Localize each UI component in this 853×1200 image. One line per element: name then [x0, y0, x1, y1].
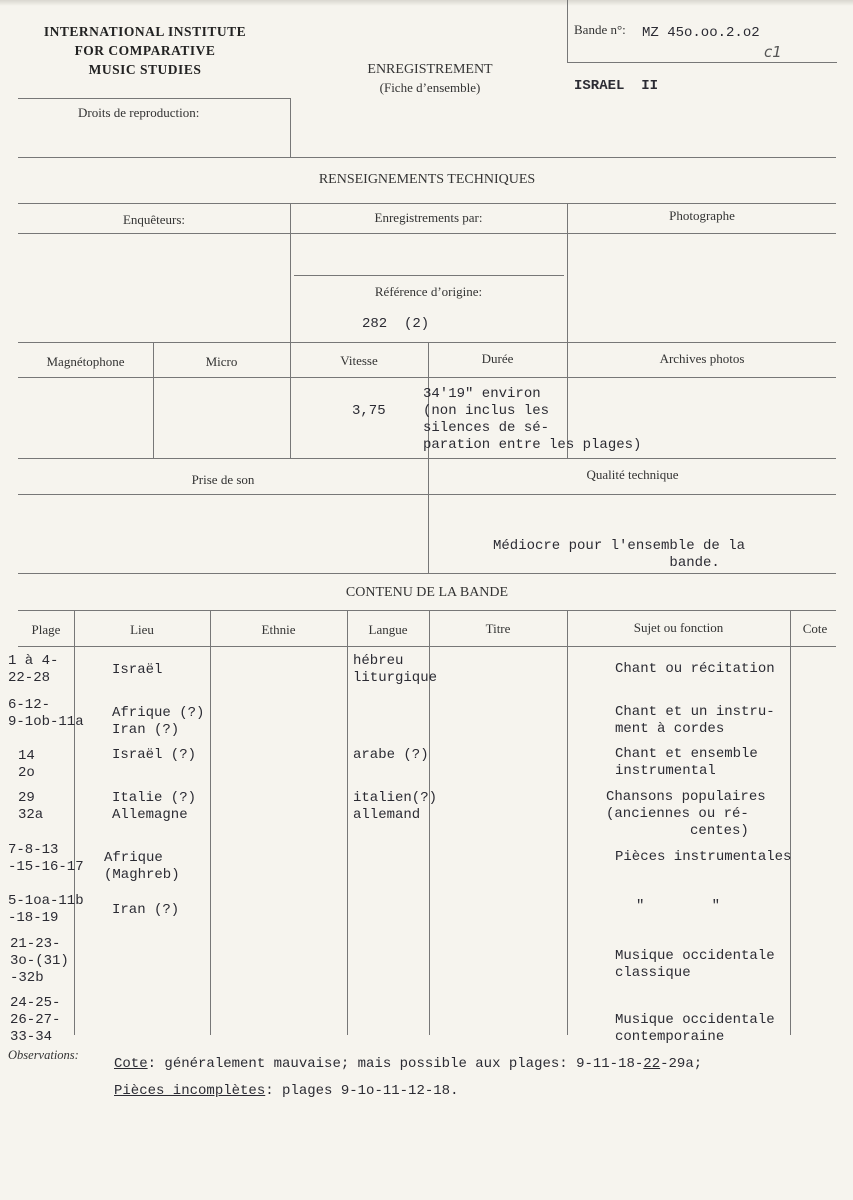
col-header-cote: Cote: [802, 621, 828, 636]
duration-value: 34'19" environ (non inclus les silences de sé- paration entre les plages): [423, 386, 642, 453]
row-6-lieu: Iran (?): [112, 902, 180, 918]
technical-top-rule: [18, 203, 836, 204]
photo-archives-label: Archives photos: [659, 351, 745, 366]
equipment-header-rule: [18, 377, 836, 378]
col-header-langue: Langue: [368, 622, 408, 637]
rights-label: Droits de reproduction:: [78, 105, 200, 120]
row-7-plage: 21-23- 3o-(31) -32b: [10, 936, 69, 986]
col-header-plage: Plage: [31, 622, 61, 637]
investigators-label: Enquêteurs:: [122, 212, 186, 227]
col-header-sujet: Sujet ou fonction: [633, 620, 724, 635]
rights-box-right-border: [290, 98, 291, 158]
sound-top-rule: [18, 458, 836, 459]
row-4-lieu: Italie (?) Allemagne: [112, 790, 197, 823]
row-1-plage: 1 à 4- 22-28: [8, 653, 59, 686]
row-3-lieu: Israël (?): [112, 747, 197, 763]
cote-label: Cote: [114, 1056, 148, 1072]
tech-header-rule: [18, 233, 836, 234]
technical-bottom-rule: [18, 573, 836, 574]
speed-value: 3,75: [352, 403, 386, 419]
quality-value: Médiocre pour l'ensemble de la bande.: [493, 538, 746, 571]
row-2-lieu: Afrique (?) Iran (?): [112, 705, 205, 738]
observations-incomplete-line: [114, 1083, 458, 1100]
col-divider-ethnie: [347, 610, 348, 1035]
header-bottom-rule: [18, 157, 836, 158]
recordings-by-label: Enregistrements par:: [374, 210, 483, 225]
row-4-plage: 29 32a: [18, 790, 44, 823]
contents-header-rule: [18, 646, 836, 647]
incomplete-label: Pièces incomplètes: [114, 1083, 266, 1099]
origin-ref-label: Référence d’origine:: [374, 284, 483, 299]
equipment-top-rule: [18, 342, 836, 343]
row-1-sujet: Chant ou récitation: [615, 661, 775, 677]
record-title: ISRAEL II: [574, 78, 659, 94]
row-4-langue: italien(?) allemand: [353, 790, 438, 823]
observations-label: Observations:: [8, 1048, 79, 1062]
tape-annotation: c1: [764, 43, 782, 61]
col-divider-lieu: [210, 610, 211, 1035]
row-1-langue: hébreu liturgique: [353, 653, 438, 686]
tape-box-bottom-border: [567, 62, 837, 63]
row-2-plage: 6-12- 9-1ob-11a: [8, 697, 84, 730]
row-6-sujet-ditto: " ": [636, 898, 721, 914]
technical-section-title: RENSEIGNEMENTS TECHNIQUES: [318, 172, 536, 187]
col-header-titre: Titre: [485, 621, 511, 636]
row-3-plage: 14 2o: [18, 748, 35, 781]
col-divider-plage: [74, 610, 75, 1035]
row-2-sujet: Chant et un instru- ment à cordes: [615, 704, 775, 737]
quality-label: Qualité technique: [586, 467, 679, 482]
col-header-lieu: Lieu: [130, 622, 154, 637]
tech-divider-2: [567, 203, 568, 343]
contents-top-rule: [18, 610, 836, 611]
photographer-label: Photographe: [669, 208, 735, 223]
institute-line-1: INTERNATIONAL INSTITUTE: [43, 24, 247, 39]
tape-number-label: Bande n°:: [574, 22, 626, 37]
row-8-sujet: Musique occidentale contemporaine: [615, 1012, 775, 1045]
col-header-ethnie: Ethnie: [261, 622, 296, 637]
form-title: ENREGISTREMENT: [367, 62, 493, 77]
incomplete-text: : plages 9-1o-11-12-18.: [265, 1083, 459, 1099]
origin-ref-top-rule: [294, 275, 564, 276]
recorder-label: Magnétophone: [46, 354, 125, 369]
tape-box-left-border: [567, 0, 568, 62]
row-4-sujet: Chansons populaires (anciennes ou ré- centes): [606, 789, 766, 839]
institute-name: [10, 22, 280, 79]
col-divider-sujet: [790, 610, 791, 1035]
row-3-sujet: Chant et ensemble instrumental: [615, 746, 758, 779]
tape-number: MZ 45o.oo.2.o2: [642, 25, 760, 41]
sound-label: Prise de son: [191, 472, 255, 487]
observations-cote-line: [114, 1056, 702, 1073]
contents-section-title: CONTENU DE LA BANDE: [345, 585, 509, 600]
institute-line-3: MUSIC STUDIES: [88, 62, 202, 77]
rights-box-top-border: [18, 98, 290, 99]
form-subtitle: (Fiche d’ensemble): [379, 80, 481, 95]
sound-header-rule: [18, 494, 836, 495]
row-5-sujet: Pièces instrumentales: [615, 849, 792, 865]
row-5-lieu: Afrique (Maghreb): [104, 850, 180, 883]
cote-underlined-value: 22: [643, 1056, 661, 1072]
row-7-sujet: Musique occidentale classique: [615, 948, 775, 981]
col-divider-titre: [567, 610, 568, 1035]
speed-label: Vitesse: [340, 353, 378, 368]
institute-line-2: FOR COMPARATIVE: [74, 43, 216, 58]
origin-ref-value: 282 (2): [362, 316, 430, 332]
row-1-lieu: Israël: [112, 662, 163, 678]
duration-label: Durée: [481, 351, 514, 366]
page-top-edge: [0, 0, 853, 6]
row-8-plage: 24-25- 26-27- 33-34: [10, 995, 61, 1045]
row-3-langue: arabe (?): [353, 747, 429, 763]
row-6-plage: 5-1oa-11b -18-19: [8, 893, 84, 926]
micro-label: Micro: [205, 354, 238, 369]
row-5-plage: 7-8-13 -15-16-17: [8, 842, 84, 875]
cote-text: : généralement mauvaise; mais possible aux plages: 9-11-18-: [147, 1056, 644, 1072]
cote-end: -29a;: [660, 1056, 703, 1072]
